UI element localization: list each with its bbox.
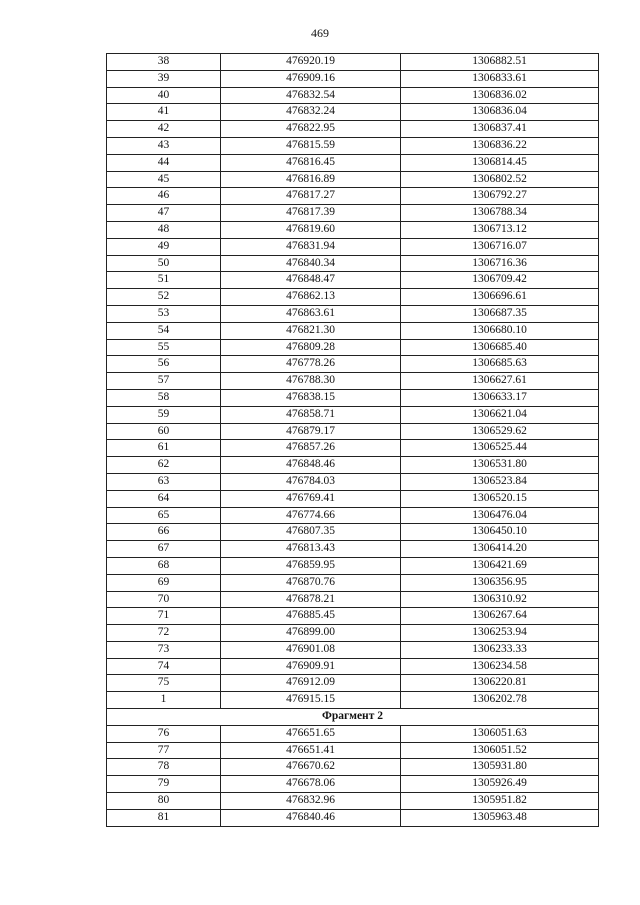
table-row — [107, 759, 599, 776]
y-coordinate-cell: 1306253.94 — [401, 625, 599, 642]
y-coordinate-cell: 1306627.61 — [401, 373, 599, 390]
table-row — [107, 221, 599, 238]
x-coordinate-cell: 476832.24 — [221, 104, 401, 121]
table-row — [107, 54, 599, 71]
table-row — [107, 692, 599, 709]
y-coordinate-cell: 1306802.52 — [401, 171, 599, 188]
x-coordinate-cell: 476838.15 — [221, 389, 401, 406]
y-coordinate-cell: 1305963.48 — [401, 809, 599, 826]
point-number-cell: 59 — [107, 406, 221, 423]
point-number-cell: 51 — [107, 272, 221, 289]
point-number-cell: 67 — [107, 541, 221, 558]
table-row — [107, 440, 599, 457]
y-coordinate-cell: 1306523.84 — [401, 473, 599, 490]
y-coordinate-cell: 1306709.42 — [401, 272, 599, 289]
x-coordinate-cell: 476670.62 — [221, 759, 401, 776]
point-number-cell: 56 — [107, 356, 221, 373]
y-coordinate-cell: 1306836.04 — [401, 104, 599, 121]
table-row — [107, 154, 599, 171]
table-row — [107, 423, 599, 440]
x-coordinate-cell: 476822.95 — [221, 121, 401, 138]
y-coordinate-cell: 1306836.02 — [401, 87, 599, 104]
table-row — [107, 70, 599, 87]
x-coordinate-cell: 476807.35 — [221, 524, 401, 541]
point-number-cell: 74 — [107, 658, 221, 675]
x-coordinate-cell: 476862.13 — [221, 289, 401, 306]
table-row — [107, 507, 599, 524]
point-number-cell: 71 — [107, 608, 221, 625]
y-coordinate-cell: 1306680.10 — [401, 322, 599, 339]
x-coordinate-cell: 476815.59 — [221, 137, 401, 154]
point-number-cell: 69 — [107, 574, 221, 591]
point-number-cell: 57 — [107, 373, 221, 390]
table-row — [107, 809, 599, 826]
table-row — [107, 473, 599, 490]
table-row — [107, 490, 599, 507]
point-number-cell: 80 — [107, 793, 221, 810]
x-coordinate-cell: 476920.19 — [221, 54, 401, 71]
point-number-cell: 61 — [107, 440, 221, 457]
y-coordinate-cell: 1306685.63 — [401, 356, 599, 373]
y-coordinate-cell: 1306476.04 — [401, 507, 599, 524]
x-coordinate-cell: 476832.96 — [221, 793, 401, 810]
table-row — [107, 641, 599, 658]
y-coordinate-cell: 1306529.62 — [401, 423, 599, 440]
y-coordinate-cell: 1306713.12 — [401, 221, 599, 238]
table-row — [107, 406, 599, 423]
x-coordinate-cell: 476817.27 — [221, 188, 401, 205]
coordinates-table-body-part1 — [107, 54, 599, 709]
table-row — [107, 457, 599, 474]
x-coordinate-cell: 476651.41 — [221, 742, 401, 759]
x-coordinate-cell: 476809.28 — [221, 339, 401, 356]
table-row — [107, 742, 599, 759]
y-coordinate-cell: 1306788.34 — [401, 205, 599, 222]
section-header-group — [107, 709, 599, 726]
y-coordinate-cell: 1306633.17 — [401, 389, 599, 406]
x-coordinate-cell: 476678.06 — [221, 776, 401, 793]
y-coordinate-cell: 1306220.81 — [401, 675, 599, 692]
x-coordinate-cell: 476821.30 — [221, 322, 401, 339]
table-row — [107, 625, 599, 642]
y-coordinate-cell: 1306421.69 — [401, 557, 599, 574]
section-header-row — [107, 709, 599, 726]
point-number-cell: 49 — [107, 238, 221, 255]
x-coordinate-cell: 476784.03 — [221, 473, 401, 490]
y-coordinate-cell: 1306814.45 — [401, 154, 599, 171]
y-coordinate-cell: 1306356.95 — [401, 574, 599, 591]
point-number-cell: 43 — [107, 137, 221, 154]
table-row — [107, 272, 599, 289]
y-coordinate-cell: 1306716.36 — [401, 255, 599, 272]
x-coordinate-cell: 476778.26 — [221, 356, 401, 373]
point-number-cell: 40 — [107, 87, 221, 104]
table-row — [107, 87, 599, 104]
y-coordinate-cell: 1306520.15 — [401, 490, 599, 507]
point-number-cell: 53 — [107, 305, 221, 322]
table-row — [107, 373, 599, 390]
point-number-cell: 58 — [107, 389, 221, 406]
y-coordinate-cell: 1306836.22 — [401, 137, 599, 154]
x-coordinate-cell: 476859.95 — [221, 557, 401, 574]
table-row — [107, 121, 599, 138]
x-coordinate-cell: 476915.15 — [221, 692, 401, 709]
x-coordinate-cell: 476848.47 — [221, 272, 401, 289]
x-coordinate-cell: 476857.26 — [221, 440, 401, 457]
y-coordinate-cell: 1306310.92 — [401, 591, 599, 608]
x-coordinate-cell: 476819.60 — [221, 221, 401, 238]
table-row — [107, 608, 599, 625]
y-coordinate-cell: 1306531.80 — [401, 457, 599, 474]
y-coordinate-cell: 1306685.40 — [401, 339, 599, 356]
table-row — [107, 557, 599, 574]
y-coordinate-cell: 1306051.63 — [401, 725, 599, 742]
x-coordinate-cell: 476863.61 — [221, 305, 401, 322]
y-coordinate-cell: 1306621.04 — [401, 406, 599, 423]
point-number-cell: 55 — [107, 339, 221, 356]
point-number-cell: 73 — [107, 641, 221, 658]
x-coordinate-cell: 476816.45 — [221, 154, 401, 171]
y-coordinate-cell: 1306450.10 — [401, 524, 599, 541]
x-coordinate-cell: 476912.09 — [221, 675, 401, 692]
x-coordinate-cell: 476769.41 — [221, 490, 401, 507]
x-coordinate-cell: 476879.17 — [221, 423, 401, 440]
point-number-cell: 81 — [107, 809, 221, 826]
y-coordinate-cell: 1306267.64 — [401, 608, 599, 625]
y-coordinate-cell: 1306837.41 — [401, 121, 599, 138]
table-row — [107, 658, 599, 675]
point-number-cell: 47 — [107, 205, 221, 222]
table-row — [107, 137, 599, 154]
table-row — [107, 289, 599, 306]
coordinates-table-body-part2 — [107, 725, 599, 826]
y-coordinate-cell: 1306833.61 — [401, 70, 599, 87]
x-coordinate-cell: 476832.54 — [221, 87, 401, 104]
y-coordinate-cell: 1306792.27 — [401, 188, 599, 205]
y-coordinate-cell: 1306233.33 — [401, 641, 599, 658]
section-title: Фрагмент 2 — [107, 709, 599, 726]
point-number-cell: 60 — [107, 423, 221, 440]
y-coordinate-cell: 1306882.51 — [401, 54, 599, 71]
y-coordinate-cell: 1306414.20 — [401, 541, 599, 558]
x-coordinate-cell: 476901.08 — [221, 641, 401, 658]
table-row — [107, 104, 599, 121]
point-number-cell: 77 — [107, 742, 221, 759]
point-number-cell: 72 — [107, 625, 221, 642]
point-number-cell: 39 — [107, 70, 221, 87]
coordinates-table — [106, 53, 599, 827]
x-coordinate-cell: 476909.91 — [221, 658, 401, 675]
table-row — [107, 591, 599, 608]
point-number-cell: 45 — [107, 171, 221, 188]
point-number-cell: 54 — [107, 322, 221, 339]
x-coordinate-cell: 476813.43 — [221, 541, 401, 558]
point-number-cell: 75 — [107, 675, 221, 692]
x-coordinate-cell: 476817.39 — [221, 205, 401, 222]
point-number-cell: 76 — [107, 725, 221, 742]
table-row — [107, 725, 599, 742]
point-number-cell: 62 — [107, 457, 221, 474]
point-number-cell: 52 — [107, 289, 221, 306]
x-coordinate-cell: 476788.30 — [221, 373, 401, 390]
table-row — [107, 675, 599, 692]
point-number-cell: 68 — [107, 557, 221, 574]
table-row — [107, 356, 599, 373]
x-coordinate-cell: 476909.16 — [221, 70, 401, 87]
x-coordinate-cell: 476651.65 — [221, 725, 401, 742]
point-number-cell: 78 — [107, 759, 221, 776]
y-coordinate-cell: 1305951.82 — [401, 793, 599, 810]
point-number-cell: 66 — [107, 524, 221, 541]
y-coordinate-cell: 1305926.49 — [401, 776, 599, 793]
point-number-cell: 38 — [107, 54, 221, 71]
table-row — [107, 305, 599, 322]
y-coordinate-cell: 1306696.61 — [401, 289, 599, 306]
table-row — [107, 322, 599, 339]
y-coordinate-cell: 1306202.78 — [401, 692, 599, 709]
x-coordinate-cell: 476899.00 — [221, 625, 401, 642]
x-coordinate-cell: 476878.21 — [221, 591, 401, 608]
point-number-cell: 1 — [107, 692, 221, 709]
x-coordinate-cell: 476848.46 — [221, 457, 401, 474]
page-number: 469 — [311, 26, 329, 40]
y-coordinate-cell: 1306234.58 — [401, 658, 599, 675]
table-row — [107, 205, 599, 222]
x-coordinate-cell: 476885.45 — [221, 608, 401, 625]
y-coordinate-cell: 1305931.80 — [401, 759, 599, 776]
table-row — [107, 389, 599, 406]
point-number-cell: 42 — [107, 121, 221, 138]
y-coordinate-cell: 1306716.07 — [401, 238, 599, 255]
table-row — [107, 776, 599, 793]
point-number-cell: 44 — [107, 154, 221, 171]
table-row — [107, 171, 599, 188]
x-coordinate-cell: 476816.89 — [221, 171, 401, 188]
point-number-cell: 41 — [107, 104, 221, 121]
x-coordinate-cell: 476870.76 — [221, 574, 401, 591]
point-number-cell: 79 — [107, 776, 221, 793]
table-row — [107, 255, 599, 272]
x-coordinate-cell: 476840.34 — [221, 255, 401, 272]
y-coordinate-cell: 1306687.35 — [401, 305, 599, 322]
point-number-cell: 64 — [107, 490, 221, 507]
x-coordinate-cell: 476831.94 — [221, 238, 401, 255]
table-row — [107, 238, 599, 255]
x-coordinate-cell: 476774.66 — [221, 507, 401, 524]
table-row — [107, 188, 599, 205]
x-coordinate-cell: 476858.71 — [221, 406, 401, 423]
point-number-cell: 70 — [107, 591, 221, 608]
table-row — [107, 339, 599, 356]
table-row — [107, 574, 599, 591]
point-number-cell: 63 — [107, 473, 221, 490]
point-number-cell: 65 — [107, 507, 221, 524]
table-row — [107, 793, 599, 810]
y-coordinate-cell: 1306525.44 — [401, 440, 599, 457]
point-number-cell: 46 — [107, 188, 221, 205]
x-coordinate-cell: 476840.46 — [221, 809, 401, 826]
point-number-cell: 48 — [107, 221, 221, 238]
point-number-cell: 50 — [107, 255, 221, 272]
table-row — [107, 524, 599, 541]
table-row — [107, 541, 599, 558]
y-coordinate-cell: 1306051.52 — [401, 742, 599, 759]
